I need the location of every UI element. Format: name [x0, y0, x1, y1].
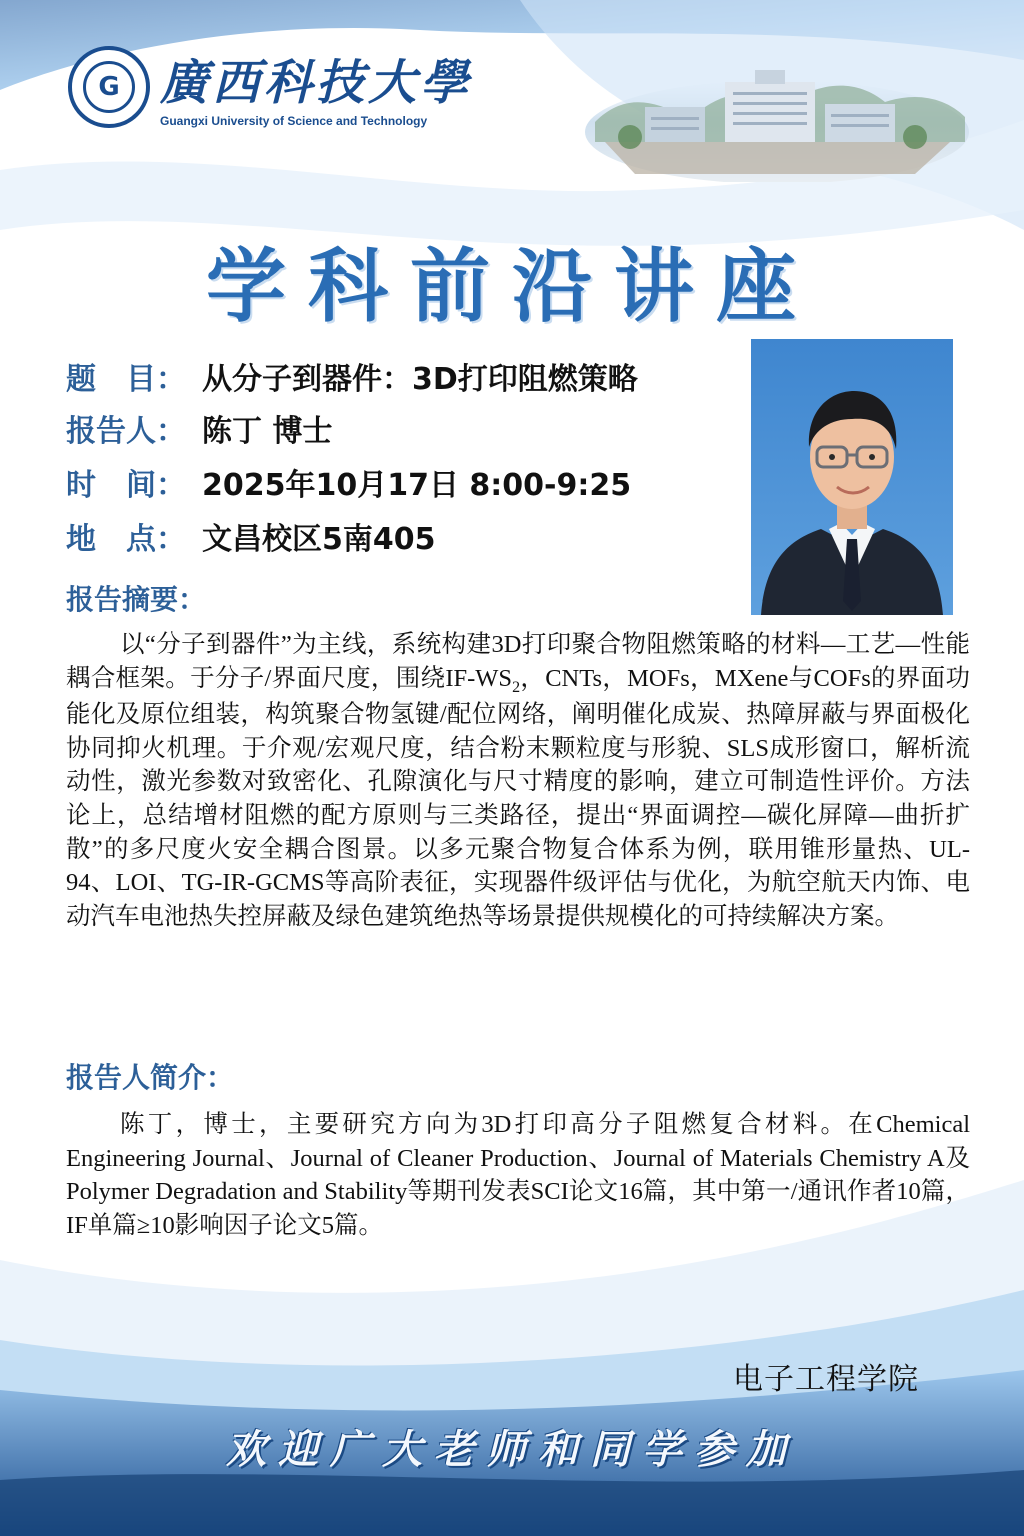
abstract-heading: 报告摘要：	[66, 583, 207, 616]
speaker-value: 陈丁 博士	[202, 414, 333, 449]
place-value: 文昌校区5南405	[202, 522, 436, 557]
place-label: 地 点：	[66, 522, 186, 557]
university-name-chinese: 廣西科技大學	[160, 55, 473, 111]
place-row	[66, 514, 436, 558]
campus-building-image	[585, 62, 970, 182]
bio-text: 陈丁，博士，主要研究方向为3D打印高分子阻燃复合材料。在Chemical Engineering Journal、Journal of Cleaner Production、Journal of Materials Chemistry A及Polymer Degradation and Stability等期刊发表SCI论文16篇，其中第一/通讯作者10篇，IF单篇≥10影响因子论文5篇。	[66, 1111, 970, 1239]
time-row	[66, 460, 631, 504]
speaker-portrait-drawing	[751, 339, 953, 615]
topic-row	[66, 354, 638, 398]
speaker-portrait	[751, 339, 953, 615]
abstract-text-part2: ，CNTs，MOFs，MXene与COFs的界面功能化及原位组装，构筑聚合物氢键/配位网络，阐明催化成炭、热障屏蔽与界面极化协同抑火机理。于介观/宏观尺度，结合粉末颗粒度与形貌、SLS成形窗口，解析流动性，激光参数对致密化、孔隙演化与尺寸精度的影响，建立可制造性评价。方法论上，总结增材阻燃的配方原则与三类路径，提出“界面调控—碳化屏障—曲折扩散”的多尺度火安全耦合图景。以多元聚合物复合体系为例，联用锥形量热、UL-94、LOI、TG-IR-GCMS等高阶表征，实现器件级评估与优化，为航空航天内饰、电动汽车电池热失控屏蔽及绿色建筑绝热等场景提供规模化的可持续解决方案。	[66, 664, 970, 930]
university-seal-icon	[68, 46, 150, 128]
time-label: 时 间：	[66, 468, 186, 503]
speaker-label: 报告人：	[66, 414, 186, 449]
university-name-english: Guangxi University of Science and Technology	[160, 114, 428, 128]
bio-heading: 报告人简介：	[66, 1061, 235, 1094]
topic-value: 从分子到器件：3D打印阻燃策略	[202, 362, 638, 397]
bio-paragraph	[66, 1108, 970, 1242]
abstract-paragraph	[66, 628, 970, 933]
poster-title: 学科前沿讲座	[206, 239, 818, 333]
speaker-row	[66, 406, 332, 450]
welcome-message: 欢迎广大老师和同学参加	[226, 1426, 798, 1473]
time-value: 2025年10月17日 8:00-9:25	[202, 468, 632, 503]
topic-label: 题 目：	[66, 362, 186, 397]
abstract-text-part1: 以“分子到器件”为主线，系统构建3D打印聚合物阻燃策略的材料—工艺—性能耦合框架。于分子/界面尺度，围绕IF-WS	[66, 631, 970, 692]
university-seal-letters: G	[83, 61, 135, 113]
abstract-subscript: 2	[512, 678, 521, 696]
department-name: 电子工程学院	[733, 1362, 919, 1397]
